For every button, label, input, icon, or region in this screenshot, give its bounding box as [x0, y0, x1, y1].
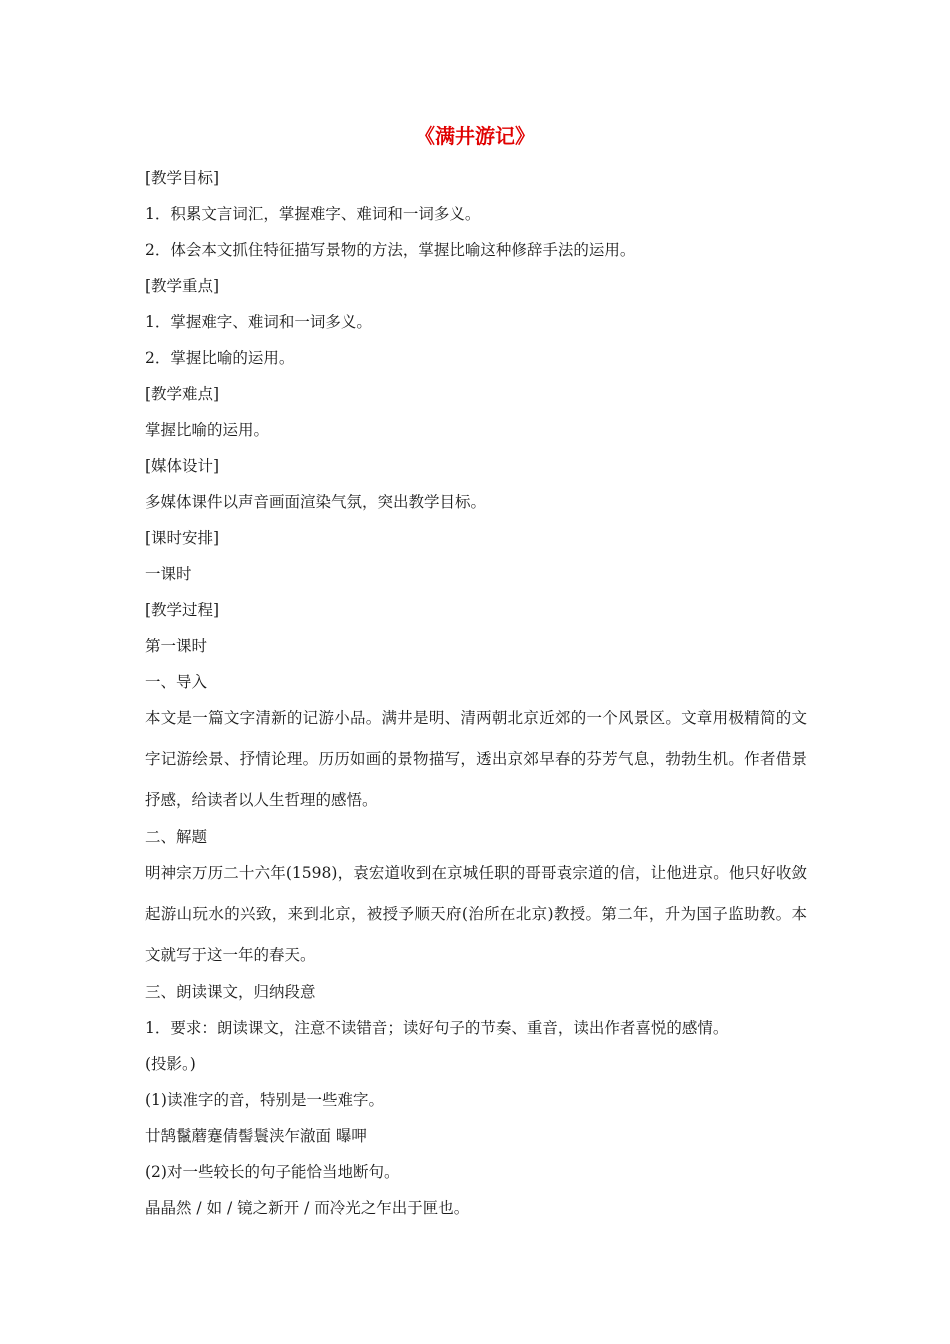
reading-requirement: 1．要求：朗读课文，注意不读错音；读好句子的节奏、重音，读出作者喜悦的感情。 [145, 1019, 729, 1037]
focus-item-2: 2．掌握比喻的运用。 [145, 349, 295, 367]
goal-item-2: 2．体会本文抓住特征描写景物的方法，掌握比喻这种修辞手法的运用。 [145, 241, 636, 259]
difficult-characters: 廿鹄鬣蘑蹇倩髻鬟浃乍澈面 曝呷 [145, 1127, 367, 1145]
intro-paragraph: 本文是一篇文字清新的记游小品。满井是明、清两朝北京近郊的一个风景区。文章用极精简的文字记游绘景、抒情论理。历历如画的景物描写，透出京郊早春的芬芳气息，勃勃生机。作者借景抒感，给读者以人生哲理的感悟。 [145, 709, 807, 809]
document-title: 《满井游记》 [415, 124, 535, 148]
section-3-heading: 三、朗读课文，归纳段意 [145, 983, 316, 1001]
section-1-heading: 一、导入 [145, 673, 208, 691]
heading-teaching-difficulty: [教学难点] [145, 385, 220, 403]
schedule-text: 一课时 [145, 565, 192, 583]
heading-schedule: [课时安排] [145, 529, 220, 547]
sentence-break-item: (2)对一些较长的句子能恰当地断句。 [145, 1163, 400, 1181]
document-body [145, 160, 807, 1226]
heading-media-design: [媒体设计] [145, 457, 220, 475]
section-2-paragraph: 明神宗万历二十六年(1598)，袁宏道收到在京城任职的哥哥袁宗道的信，让他进京。他只好收敛起游山玩水的兴致，来到北京，被授予顺天府(治所在北京)教授。第二年，升为国子监助教。本文就写于这一年的春天。 [145, 864, 807, 964]
heading-teaching-goals: [教学目标] [145, 169, 220, 187]
sentence-break-example: 晶晶然 / 如 / 镜之新开 / 而冷光之乍出于匣也。 [145, 1199, 470, 1217]
lesson-label: 第一课时 [145, 637, 208, 655]
focus-item-1: 1．掌握难字、难词和一词多义。 [145, 313, 372, 331]
difficulty-item: 掌握比喻的运用。 [145, 421, 270, 439]
heading-teaching-focus: [教学重点] [145, 277, 220, 295]
goal-item-1: 1．积累文言词汇，掌握难字、难词和一词多义。 [145, 205, 481, 223]
section-2-heading: 二、解题 [145, 828, 208, 846]
heading-process: [教学过程] [145, 601, 220, 619]
pronunciation-item: (1)读准字的音，特别是一些难字。 [145, 1091, 384, 1109]
media-design-text: 多媒体课件以声音画面渲染气氛，突出教学目标。 [145, 493, 487, 511]
projection-note: (投影。) [145, 1055, 196, 1073]
